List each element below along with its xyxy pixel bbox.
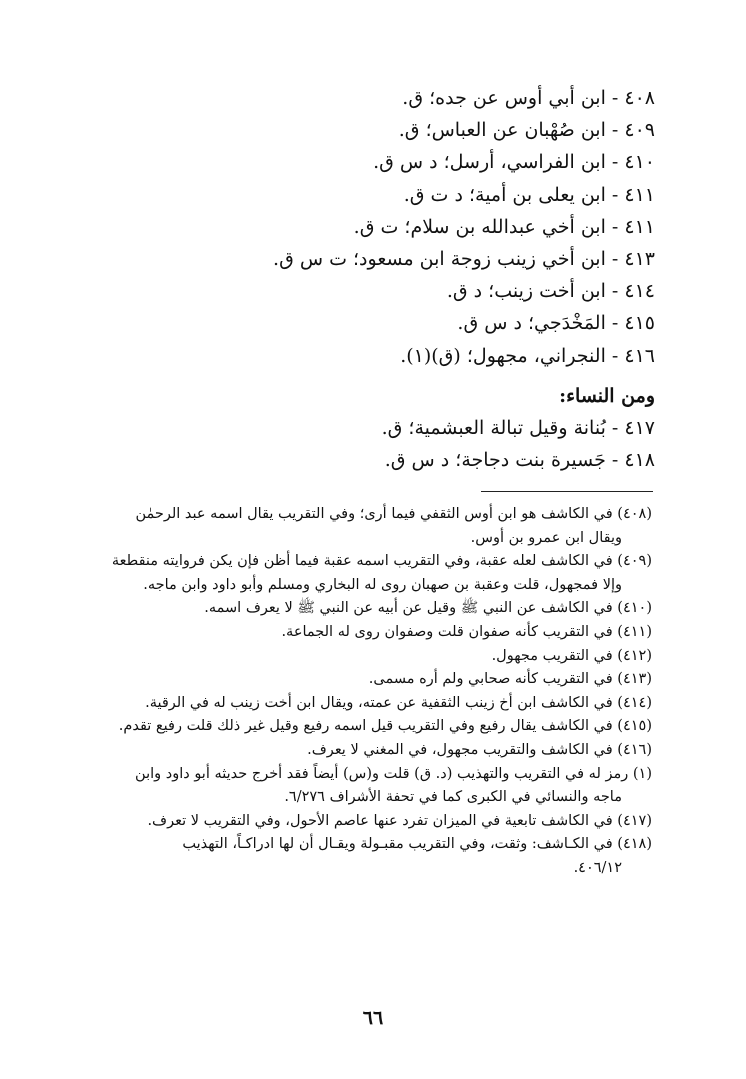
- entry-411: ٤١١ - ابن يعلى بن أمية؛ د ت ق.: [403, 183, 655, 206]
- footnote-separator: [481, 491, 653, 492]
- footnote-411: [92, 621, 652, 645]
- page-number: ٦٦: [362, 1007, 384, 1029]
- footnote-418: [92, 833, 652, 880]
- footnote-417: [92, 810, 652, 834]
- footnote-410: [92, 597, 652, 621]
- footnote-408: [92, 503, 652, 550]
- entry-408: ٤٠٨ - ابن أبي أوس عن جده؛ ق.: [402, 87, 655, 109]
- entry-411b: ٤١١ - ابن أخي عبدالله بن سلام؛ ت ق.: [353, 215, 655, 238]
- footnote-text: (٤٠٩) في الكاشف لعله عقبة، وفي التقريب اسمه عقبة فيما أظن فإن يكن فروايته منقطعة: [111, 553, 652, 570]
- footnote-continuation: ماجه والنسائي في الكبرى كما في تحفة الأشراف ٦/٢٧٦.: [284, 789, 622, 806]
- entry-410: ٤١٠ - ابن الفراسي، أرسل؛ د س ق.: [373, 151, 655, 174]
- entry-415: ٤١٥ - المَخْدَجي؛ د س ق.: [457, 312, 655, 335]
- footnote-text: (٤١٢) في التقريب مجهول.: [491, 647, 652, 664]
- footnote-409: [92, 550, 652, 597]
- entry-417: ٤١٧ - بُنانة وقيل تبالة العبشمية؛ ق.: [381, 416, 655, 439]
- footnote-1: [92, 763, 652, 810]
- footnote-text: (٤١٣) في التقريب كأنه صحابي ولم أره مسمى.: [368, 671, 652, 688]
- footnote-continuation: وإلا فمجهول، قلت وعقبة بن صهبان روى له البخاري ومسلم وأبو داود وابن ماجه.: [143, 576, 622, 593]
- footnote-412: [92, 645, 652, 669]
- footnote-continuation: ويقال ابن عمرو بن أوس.: [470, 529, 622, 546]
- footnote-415: [92, 715, 652, 739]
- section-heading-women: ومن النساء:: [559, 384, 655, 407]
- footnote-414: [92, 692, 652, 716]
- entry-414: ٤١٤ - ابن أخت زينب؛ د ق.: [446, 280, 655, 303]
- footnote-416: [92, 739, 652, 763]
- footnote-continuation: ٤٠٦/١٢.: [573, 859, 622, 876]
- entry-416: ٤١٦ - النجراني، مجهول؛ (ق)(١).: [400, 344, 655, 367]
- entry-409: ٤٠٩ - ابن صُهْبان عن العباس؛ ق.: [398, 119, 655, 142]
- entry-413: ٤١٣ - ابن أخي زينب زوجة ابن مسعود؛ ت س ق.: [273, 247, 655, 270]
- footnote-text: (٤١٦) في الكاشف والتقريب مجهول، في المغني لا يعرف.: [307, 741, 652, 758]
- footnote-text: (٤١٥) في الكاشف يقال رفيع وفي التقريب قيل اسمه رفيع وقيل غير ذلك قلت رفيع تقدم.: [118, 718, 652, 735]
- entry-418: ٤١٨ - جَسيرة بنت دجاجة؛ د س ق.: [384, 449, 655, 472]
- footnote-text: (٤١١) في التقريب كأنه صفوان قلت وصفوان روى له الجماعة.: [281, 623, 652, 640]
- footnote-text: (١) رمز له في التقريب والتهذيب (د. ق) قلت و(س) أيضاً فقد أخرج حديثه أبو داود وابن: [135, 765, 652, 782]
- footnote-text: (٤١٠) في الكاشف عن النبي ﷺ وقيل عن أبيه عن النبي ﷺ لا يعرف اسمه.: [204, 600, 652, 617]
- footnotes: [92, 503, 652, 881]
- footnote-text: (٤٠٨) في الكاشف هو ابن أوس الثقفي فيما أرى؛ وفي التقريب يقال اسمه عبد الرحمٰن: [135, 506, 652, 522]
- narrator-list: [0, 82, 655, 476]
- footnote-text: (٤١٨) في الكـاشف: وثقت، وفي التقريب مقبـولة ويقـال أن لها ادراكـاً، التهذيب: [182, 836, 652, 853]
- footnote-text: (٤١٧) في الكاشف تابعية في الميزان تفرد عنها عاصم الأحول، وفي التقريب لا تعرف.: [147, 812, 652, 829]
- footnote-text: (٤١٤) في الكاشف ابن أخ زينب الثقفية عن عمته، ويقال ابن أخت زينب له في الرقية.: [145, 694, 652, 711]
- footnote-413: [92, 668, 652, 692]
